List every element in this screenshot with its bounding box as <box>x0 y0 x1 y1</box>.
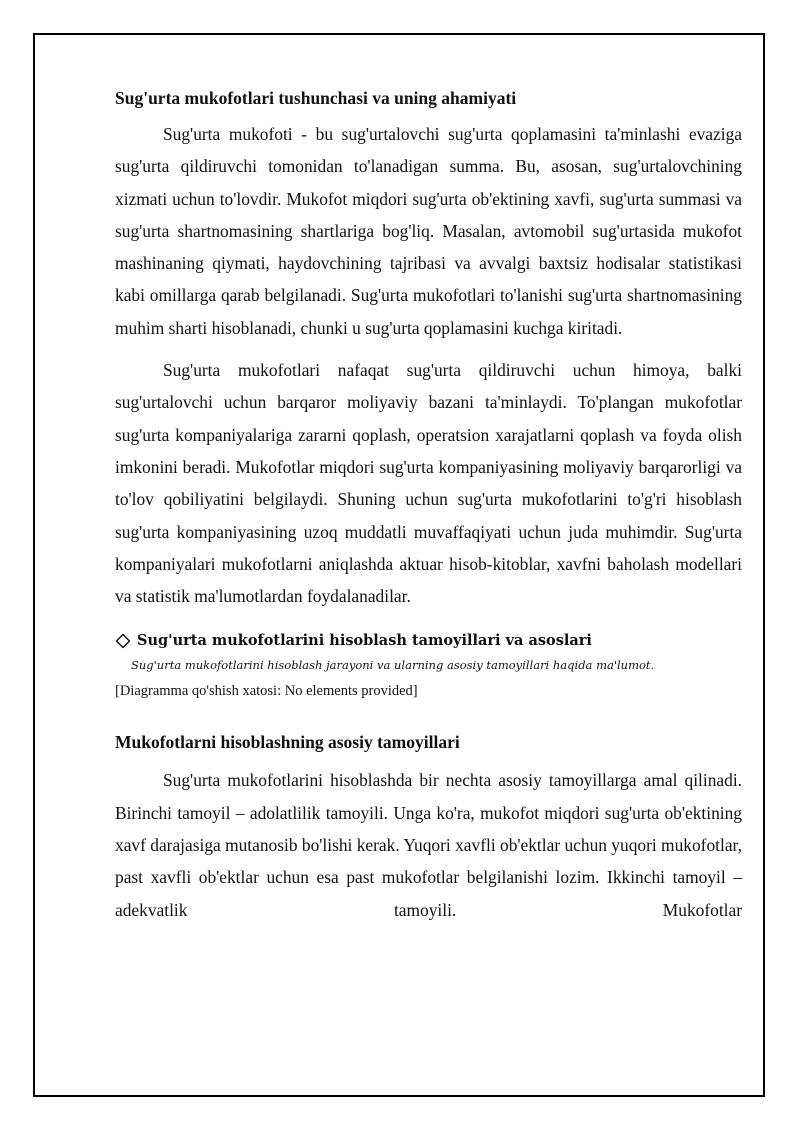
diagram-title <box>115 630 742 652</box>
diamond-tag-icon <box>115 633 131 649</box>
paragraph: Sug'urta mukofotlarini hisoblashda bir nechta asosiy tamoyillarga amal qilinadi. Birinchi tamoyil – adolatlilik tamoyili. Unga ko'ra, mukofot miqdori sug'urta ob'ektining xavf darajasiga mutanosib bo'lishi kerak. Yuqori xavfli ob'ektlar uchun yuqori mukofotlar, past xavfli ob'ektlar uchun esa past mukofotlar belgilanishi lozim. Ikkinchi tamoyil – adekvatlik tamoyili. Mukofotlar <box>115 770 742 920</box>
paragraph: Sug'urta mukofoti - bu sug'urtalovchi sug'urta qoplamasini ta'minlashi evaziga sug'urta qildiruvchi tomonidan to'lanadigan summa. Bu, asosan, sug'urtalovchining xizmati uchun to'lovdir. Mukofot miqdori sug'urta ob'ektining xavfi, sug'urta summasi va sug'urta shartnomasining shartlariga bog'liq. Masalan, avtomobil sug'urtasida mukofot mashinaning qiymati, haydovchining tajribasi va avvalgi baxtsiz hodisalar statistikasi kabi omillarga qarab belgilanadi. Sug'urta mukofotlari to'lanishi sug'urta shartnomasining muhim sharti hisoblanadi, chunki u sug'urta qoplamasini kuchga kiritadi. <box>115 124 742 338</box>
paragraph: Sug'urta mukofotlari nafaqat sug'urta qildiruvchi uchun himoya, balki sug'urtalovchi uchun barqaror moliyaviy bazani ta'minlaydi. To'plangan mukofotlar sug'urta kompaniyalariga zararni qoplash, operatsion xarajatlarni qoplash va foyda olish imkonini beradi. Mukofotlar miqdori sug'urta kompaniyasining moliyaviy barqarorligi va to'lov qobiliyatini belgilaydi. Shuning uchun sug'urta mukofotlarini to'g'ri hisoblash sug'urta kompaniyasining uzoq muddatli muvaffaqiyati uchun juda muhimdir. Sug'urta kompaniyalari mukofotlarni aniqlashda aktuar hisob-kitoblar, xavfni baholash modellari va statistik ma'lumotlardan foydalanadilar. <box>115 360 742 607</box>
section-heading: Sug'urta mukofotlari tushunchasi va uning ahamiyati <box>115 88 517 108</box>
diagram-caption: Sug'urta mukofotlarini hisoblash jarayoni va ularning asosiy tamoyillari haqida ma'lumot. <box>131 658 655 673</box>
diagram-error-text: [Diagramma qo'shish xatosi: No elements provided] <box>115 683 418 700</box>
section-heading: Mukofotlarni hisoblashning asosiy tamoyillari <box>115 732 460 753</box>
diagram-block <box>115 630 742 702</box>
document-content <box>115 84 742 936</box>
diagram-title-text: Sug'urta mukofotlarini hisoblash tamoyillari va asoslari <box>137 632 592 650</box>
